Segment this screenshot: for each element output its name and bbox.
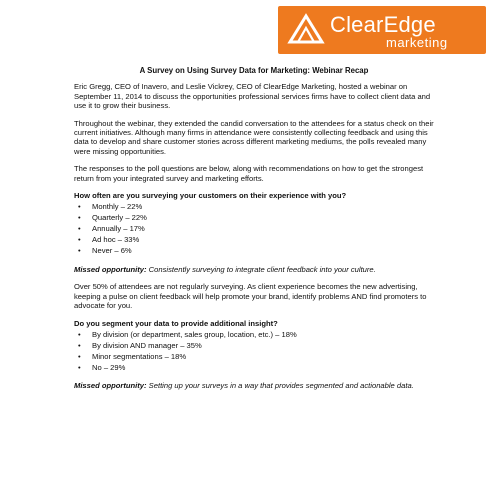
list-item: • Ad hoc – 33%	[78, 235, 140, 245]
bullet: •	[78, 340, 81, 350]
poll-2-answers	[74, 330, 434, 372]
page-header	[0, 0, 495, 58]
clearedge-logo-icon	[286, 12, 326, 48]
bullet: •	[78, 329, 81, 339]
missed-opportunity-1: Missed opportunity: Consistently surveying to integrate client feedback into your culture.	[74, 264, 376, 274]
list-item: • Never – 6%	[78, 246, 132, 256]
clearedge-logo	[278, 6, 486, 54]
poll-1-answers	[74, 202, 434, 255]
webinar-paragraph: Throughout the webinar, they extended the candid conversation to the attendees for a status check on their current initiatives. Although many firms in attendance were consistently collecting feedback and using this data to develop and share customer stories across different marketing mediums, the polls revealed many were missing opportunities.	[74, 118, 434, 156]
bullet: •	[78, 202, 81, 212]
list-item: • Monthly – 22%	[78, 202, 143, 212]
list-item: • Annually – 17%	[78, 224, 145, 234]
bullet: •	[78, 246, 81, 256]
document-title: A Survey on Using Survey Data for Marketing: Webinar Recap	[139, 66, 369, 75]
bullet: •	[78, 235, 81, 245]
bullet: •	[78, 224, 81, 234]
poll-question-2: Do you segment your data to provide additional insight?	[74, 318, 278, 328]
bullet: •	[78, 213, 81, 223]
document-body	[74, 66, 434, 399]
responses-paragraph: The responses to the poll questions are below, along with recommendations on how to get the strongest return from your integrated survey and marketing efforts.	[74, 164, 424, 183]
bullet: •	[78, 351, 81, 361]
logo-subtitle: marketing	[386, 35, 448, 50]
list-item: • Quarterly – 22%	[78, 213, 147, 223]
missed-opportunity-2: Missed opportunity: Setting up your surveys in a way that provides segmented and actionable data.	[74, 381, 414, 391]
list-item: • Minor segmentations – 18%	[78, 351, 187, 361]
survey-paragraph: Over 50% of attendees are not regularly surveying. As client experience becomes the new advertising, keeping a pulse on client feedback will help promote your brand, identify problems AND find promoters to advocate for you.	[74, 282, 427, 311]
logo-name: ClearEdge	[330, 12, 436, 37]
intro-paragraph: Eric Gregg, CEO of Inavero, and Leslie Vickrey, CEO of ClearEdge Marketing, hosted a webinar on September 11, 2014 to discuss the opportunities professional services firms have to collect client data and use it to grow their business.	[74, 82, 431, 111]
bullet: •	[78, 362, 81, 372]
poll-question-1: How often are you surveying your customers on their experience with you?	[74, 191, 347, 201]
list-item: • No – 29%	[78, 362, 126, 372]
list-item: • By division (or department, sales group, location, etc.) – 18%	[78, 329, 297, 339]
list-item: • By division AND manager – 35%	[78, 340, 202, 350]
